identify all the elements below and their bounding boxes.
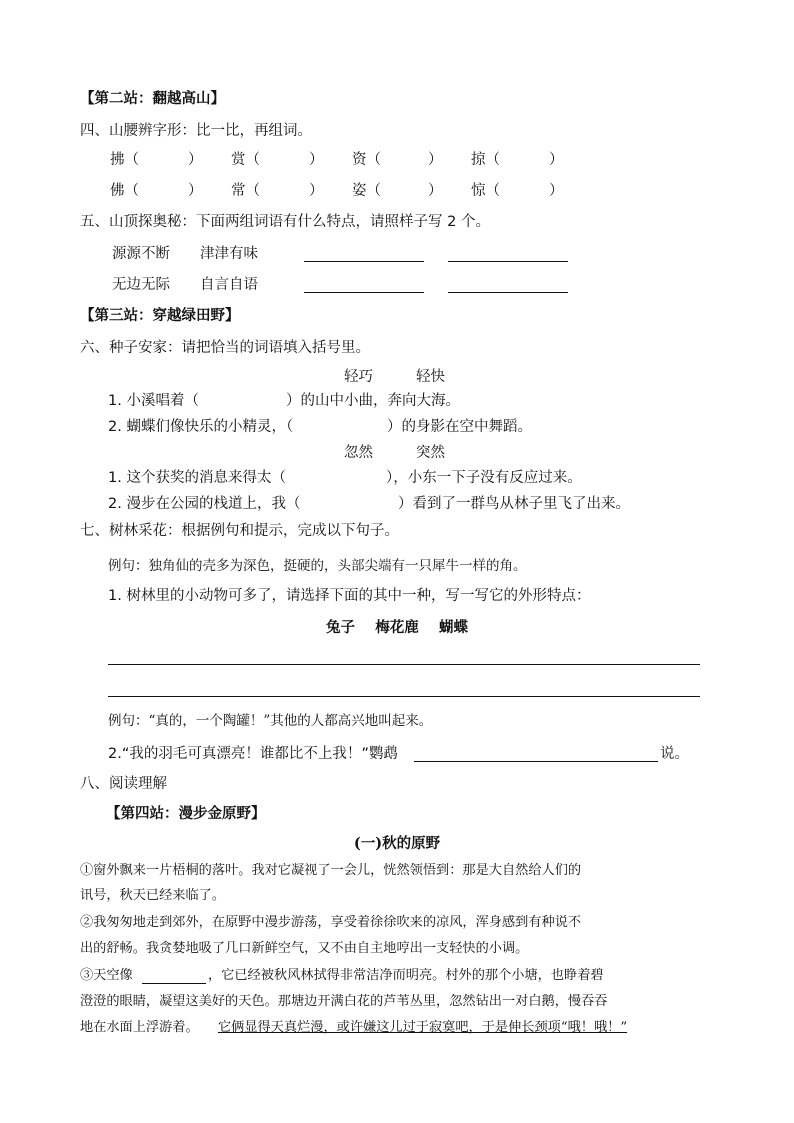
- q4-r1-c3-open: 资（: [352, 152, 381, 168]
- passage-p3-line3-start: 地在水面上浮游着。: [80, 1020, 199, 1035]
- q4-r2-c4-close: ）: [549, 183, 564, 199]
- q5-r1-blank2[interactable]: [448, 261, 568, 262]
- q5-r2-word2: 自言自语: [200, 277, 258, 293]
- q4-r2-c1-close: ）: [188, 183, 203, 199]
- station2-title: 【第二站：翻越高山】: [80, 91, 225, 107]
- q5-r1-word1: 源源不断: [112, 246, 170, 262]
- q5-title: 五、山顶探奥秘：下面两组词语有什么特点，请照样子写 2 个。: [80, 214, 490, 230]
- option-butterfly: 蝴蝶: [438, 620, 468, 636]
- passage-p3-line2: 澄澄的眼睛，凝望这美好的天色。那塘边开满白花的芦苇丛里，忽然钻出一对白鹅，慢吞吞: [80, 994, 608, 1009]
- passage-p2-line2: 出的舒畅。我贪婪地吸了几口新鲜空气，又不由自主地哼出一支轻快的小调。: [80, 941, 529, 956]
- q7-title: 七、树林采花：根据例句和提示，完成以下句子。: [80, 523, 399, 539]
- q7-item2-start: 2.“我的羽毛可真漂亮！谁都比不上我！”鹦鹉: [108, 746, 398, 762]
- q6-s3-start: 1. 这个获奖的消息来得太（: [108, 470, 286, 486]
- passage-p3-line3-underlined: 它俩显得天真烂漫，或许嫌这儿过于寂寞吧，于是伸长颈项“哦！哦！”: [218, 1020, 628, 1035]
- q4-r1-c3-close: ）: [428, 152, 443, 168]
- q5-r2-word1: 无边无际: [112, 277, 170, 293]
- q4-r2-c3-close: ）: [428, 183, 443, 199]
- q7-item2-end: 说。: [660, 746, 689, 762]
- option-rabbit: 兔子: [326, 620, 356, 636]
- q6-word-turan: 突然: [416, 445, 445, 461]
- q5-r1-blank1[interactable]: [304, 261, 424, 262]
- passage-p1-line1: ①窗外飘来一片梧桐的落叶。我对它凝视了一会儿，恍然领悟到：那是大自然给人们的: [80, 863, 582, 878]
- q7-example2: 例句：“真的，一个陶罐！”其他的人都高兴地叫起来。: [108, 713, 433, 729]
- q6-word-qingkuai: 轻快: [416, 369, 445, 385]
- q6-s4-end: ）看到了一群鸟从林子里飞了出来。: [398, 496, 630, 512]
- q4-r2-c1-open: 佛（: [110, 183, 139, 199]
- q6-s1-start: 1. 小溪唱着（: [108, 393, 199, 409]
- q6-word-qingqiao: 轻巧: [344, 369, 373, 385]
- q6-s2-start: 2. 蝴蝶们像快乐的小精灵，（: [108, 419, 294, 435]
- q7-item1: 1. 树林里的小动物可多了，请选择下面的其中一种，写一写它的外形特点：: [108, 588, 591, 604]
- q6-s2-end: ）的身影在空中舞蹈。: [387, 419, 532, 435]
- q5-r2-blank2[interactable]: [448, 292, 568, 293]
- q8-title: 八、阅读理解: [80, 776, 167, 792]
- q4-r1-c2-close: ）: [309, 152, 324, 168]
- q6-s3-end: ），小东一下子没有反应过来。: [386, 470, 582, 486]
- passage-title: (一)秋的原野: [353, 835, 441, 852]
- q7-answer-line-2[interactable]: [108, 696, 700, 697]
- q7-answer-line-1[interactable]: [108, 664, 700, 665]
- option-sika-deer: 梅花鹿: [375, 620, 419, 636]
- q5-r1-word2: 津津有味: [200, 246, 258, 262]
- passage-p1-line2: 讯号，秋天已经来临了。: [80, 888, 226, 903]
- q6-word-huran: 忽然: [344, 445, 373, 461]
- q4-r1-c2-open: 赏（: [231, 152, 260, 168]
- q7-item2-blank[interactable]: [414, 761, 658, 762]
- q4-r2-c2-close: ）: [309, 183, 324, 199]
- q4-r2-c3-open: 姿（: [352, 183, 381, 199]
- q4-r1-c1-open: 拂（: [110, 152, 139, 168]
- q6-s4-start: 2. 漫步在公园的栈道上，我（: [108, 496, 301, 512]
- passage-p2-line1: ②我匆匆地走到郊外，在原野中漫步游荡，享受着徐徐吹来的凉风，浑身感到有种说不: [80, 915, 582, 930]
- q4-r1-c1-close: ）: [188, 152, 203, 168]
- station4-title: 【第四站：漫步金原野】: [106, 806, 266, 822]
- q4-r1-c4-open: 掠（: [471, 152, 500, 168]
- q7-example1: 例句：独角仙的壳多为深色，挺硬的，头部尖端有一只犀牛一样的角。: [108, 558, 527, 574]
- q4-r2-c4-open: 惊（: [471, 183, 500, 199]
- q6-s1-end: ）的山中小曲，奔向大海。: [286, 393, 460, 409]
- passage-p3-line1-end: ，它已经被秋风林拭得非常洁净而明亮。村外的那个小塘，也睁着碧: [208, 968, 604, 983]
- q4-r1-c4-close: ）: [549, 152, 564, 168]
- station3-title: 【第三站：穿越绿田野】: [80, 308, 240, 324]
- passage-p3-line1-start: ③天空像: [80, 968, 133, 983]
- q5-r2-blank1[interactable]: [304, 292, 424, 293]
- q6-title: 六、种子安家：请把恰当的词语填入括号里。: [80, 340, 370, 356]
- q4-title: 四、山腰辨字形：比一比，再组词。: [80, 123, 312, 139]
- q7-animal-options: [0, 618, 794, 638]
- q4-r2-c2-open: 常（: [231, 183, 260, 199]
- passage-blank-sky[interactable]: [142, 983, 206, 984]
